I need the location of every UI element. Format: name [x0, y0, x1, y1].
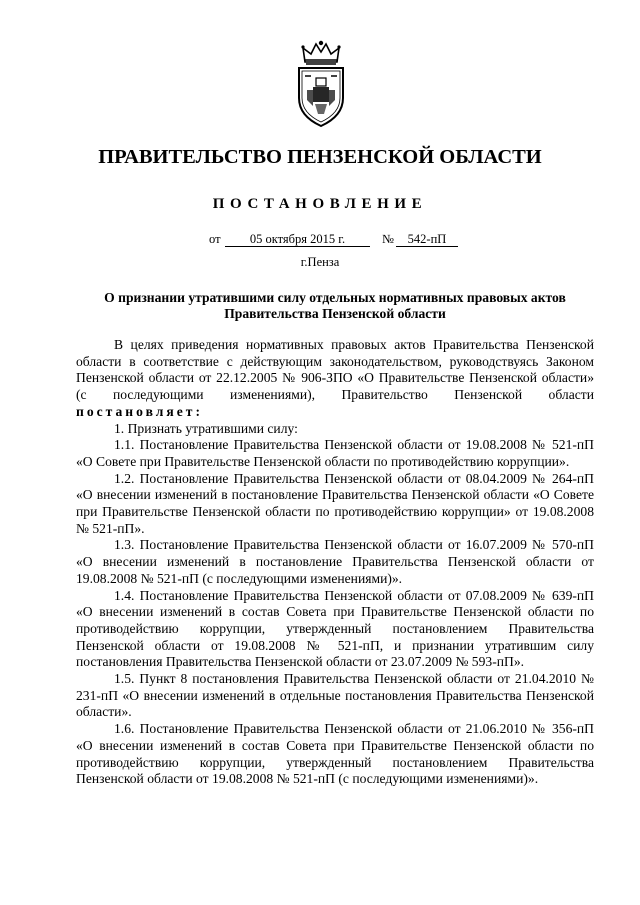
- document-body: [76, 337, 594, 788]
- date-prefix: от: [209, 232, 221, 246]
- list-item: 1. Признать утратившими силу:: [114, 420, 298, 436]
- preamble-paragraph: [76, 337, 594, 421]
- list-item: 1.5. Пункт 8 постановления Правительства Пензенской области от 21.04.2010 № 231-пП «О внесении изменений в отдельные постановления Правительства Пензенской области».: [76, 671, 594, 720]
- document-date: 05 октября 2015 г.: [225, 232, 370, 247]
- coat-of-arms-icon: [291, 40, 351, 128]
- subject-line: О признании утратившими силу отдельных нормативных правовых актов: [104, 290, 566, 305]
- list-item: 1.1. Постановление Правительства Пензенской области от 19.08.2008 № 521-пП «О Совете при Правительстве Пензенской области по противодействию коррупции».: [76, 437, 594, 469]
- document-subject: [76, 290, 594, 322]
- list-item: 1.4. Постановление Правительства Пензенской области от 07.08.2009 № 639-пП «О внесении изменений в состав Совета при Правительстве Пензенской области по противодействию коррупции, утвержденный постановлением Правительства Пензенской области от 19.08.2008 № 521-пП, и признании утратившим силу постановления Правительства Пензенской области от 23.07.2009 № 593-пП».: [76, 587, 594, 670]
- city: г.Пенза: [300, 255, 340, 269]
- date-number-line: [0, 232, 640, 250]
- preamble-text: В целях приведения нормативных правовых актов Правительства Пензенской области в соответствие с действующим законодательством, руководствуясь Законом Пензенской области от 22.12.2005 № 906-ЗПО «О Правительстве Пензенской области» (с последующими изменениями), Правительство Пензенской области: [76, 337, 594, 403]
- list-item: 1.2. Постановление Правительства Пензенской области от 08.04.2009 № 264-пП «О внесении изменений в постановление Правительства Пензенской области «О Совете при Правительстве Пензенской области по противодействию коррупции» от 19.08.2008 № 521-пП».: [76, 470, 594, 536]
- list-item: 1.6. Постановление Правительства Пензенской области от 21.06.2010 № 356-пП «О внесении изменений в состав Совета при Правительстве Пензенской области по противодействию коррупции, утвержденный постановлением Правительства Пензенской области от 19.08.2008 № 521-пП (с последующими изменениями)».: [76, 721, 594, 787]
- subject-line: Правительства Пензенской области: [224, 306, 446, 321]
- government-name: ПРАВИТЕЛЬСТВО ПЕНЗЕНСКОЙ ОБЛАСТИ: [98, 146, 542, 168]
- document-type: ПОСТАНОВЛЕНИЕ: [212, 196, 428, 212]
- number-prefix: №: [382, 232, 394, 246]
- document-number: 542-пП: [396, 232, 458, 247]
- list-item: 1.3. Постановление Правительства Пензенской области от 16.07.2009 № 570-пП «О внесении изменений в постановление Правительства Пензенской области от 19.08.2008 № 521-пП (с последующими изменениями)».: [76, 537, 594, 586]
- resolves-word: постановляет:: [76, 403, 203, 419]
